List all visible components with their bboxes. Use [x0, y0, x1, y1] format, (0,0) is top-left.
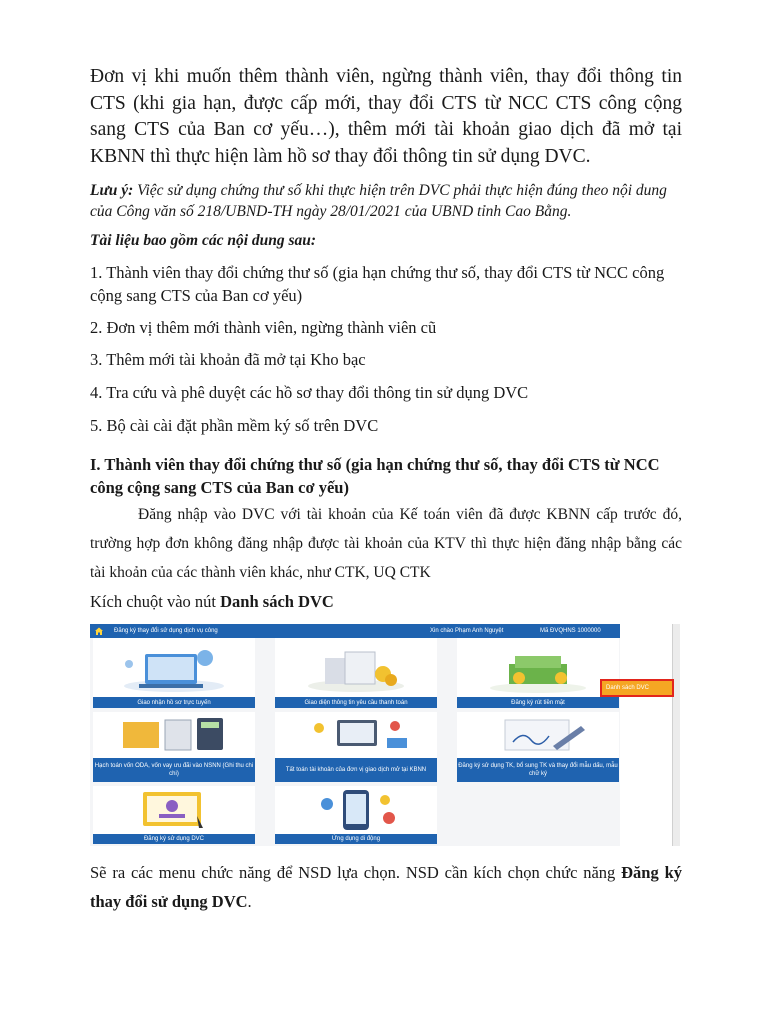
laptop-charts-icon — [275, 712, 437, 758]
list-item: 2. Đơn vị thêm mới thành viên, ngừng thành viên cũ — [90, 318, 437, 337]
coins-documents-icon — [275, 638, 437, 696]
tile-caption: Đăng ký sử dụng TK, bổ sung TK và thay đổi mẫu dấu, mẫu chữ ký — [457, 758, 619, 782]
signature-pen-icon — [457, 712, 619, 758]
tile-cash-withdrawal[interactable] — [457, 638, 619, 708]
tile-caption: Hạch toán vốn ODA, vốn vay ưu đãi vào NSNN (Ghi thu chi chi) — [93, 758, 255, 782]
click-prefix: Kích chuột vào nút — [90, 592, 221, 611]
tile-caption: Giao nhận hồ sơ trực tuyến — [93, 697, 255, 708]
tile-signature-registration[interactable] — [457, 712, 619, 782]
tile-caption: Giao diện thông tin yêu cầu thanh toán — [275, 697, 437, 708]
section-heading: I. Thành viên thay đổi chứng thư số (gia hạn chứng thư số, thay đổi CTS từ NCC công cộng sang CTS của Ban cơ yếu) — [90, 455, 660, 497]
list-item: 1. Thành viên thay đổi chứng thư số (gia hạn chứng thư số, thay đổi CTS từ NCC công cộng sang CTS của Ban cơ yếu) — [90, 263, 665, 305]
intro-paragraph: Đơn vị khi muốn thêm thành viên, ngừng thành viên, thay đổi thông tin CTS (khi gia hạn, được cấp mới, thay đổi CTS từ NCC CTS công cộng sang CTS của Ban cơ yếu…), thêm mới tài khoản giao dịch đã mở tại KBNN thì thực hiện làm hồ sơ thay đổi thông tin sử dụng DVC. — [90, 66, 682, 167]
tile-dvc-registration[interactable] — [93, 786, 255, 844]
screenshot-header-bar — [90, 624, 620, 638]
screenshot-side-panel — [620, 624, 680, 846]
screen-user-icon — [93, 786, 255, 834]
tile-mobile-app[interactable] — [275, 786, 437, 844]
section-body: Đăng nhập vào DVC với tài khoản của Kế toán viên đã được KBNN cấp trước đó, trường hợp đơn không đăng nhập được tài khoản của KTV thì thực hiện đăng nhập bằng các tài khoản của các thành viên khác, như CTK, UQ CTK — [90, 506, 682, 581]
screenshot-scrollbar[interactable] — [672, 624, 680, 846]
tile-caption: Đăng ký rút tiền mặt — [457, 697, 619, 708]
after-target: Đăng ký thay đổi sử dụng DVC — [90, 863, 682, 911]
list-item: 5. Bộ cài cài đặt phần mềm ký số trên DVC — [90, 416, 379, 435]
after-paragraph — [90, 858, 682, 916]
money-stack-icon — [457, 638, 619, 696]
screenshot-greeting[interactable]: Xin chào Phạm Anh Nguyệt — [430, 628, 504, 634]
tile-payment-request[interactable] — [275, 638, 437, 708]
contents-heading: Tài liệu bao gồm các nội dung sau: — [90, 232, 317, 249]
mobile-app-icon — [275, 786, 437, 834]
list-item: 3. Thêm mới tài khoản đã mở tại Kho bạc — [90, 350, 366, 369]
after-prefix: Sẽ ra các menu chức năng để NSD lựa chọn. NSD cần kích chọn chức năng — [90, 863, 622, 882]
screenshot-unit-code: Mã ĐVQHNS 1000000 — [540, 628, 601, 634]
click-instruction — [90, 592, 334, 612]
tile-caption: Đăng ký sử dụng DVC — [93, 834, 255, 844]
note-label: Lưu ý: — [90, 182, 134, 199]
tile-caption: Ứng dụng di động — [275, 834, 437, 844]
laptop-illustration-icon — [93, 638, 255, 696]
note-text: Việc sử dụng chứng thư số khi thực hiện trên DVC phải thực hiện đúng theo nội dung của Công văn số 218/UBND-TH ngày 28/01/2021 của UBND tỉnh Cao Bằng. — [90, 182, 667, 220]
calculator-folder-icon — [93, 712, 255, 758]
tile-oda-accounting[interactable] — [93, 712, 255, 782]
tile-online-submission[interactable] — [93, 638, 255, 708]
after-suffix: . — [247, 892, 252, 911]
home-icon[interactable] — [94, 626, 104, 636]
tile-caption: Tất toán tài khoản của đơn vị giao dịch mở tại KBNN — [275, 758, 437, 782]
screenshot-bar-title: Đăng ký thay đổi sử dụng dịch vụ công — [114, 628, 218, 634]
note-paragraph — [90, 180, 682, 222]
click-target: Danh sách DVC — [220, 592, 334, 611]
embedded-screenshot — [90, 624, 680, 846]
list-item: 4. Tra cứu và phê duyệt các hồ sơ thay đổi thông tin sử dụng DVC — [90, 383, 529, 402]
tile-account-closing[interactable] — [275, 712, 437, 782]
dvc-list-button[interactable]: Danh sách DVC — [600, 679, 674, 697]
